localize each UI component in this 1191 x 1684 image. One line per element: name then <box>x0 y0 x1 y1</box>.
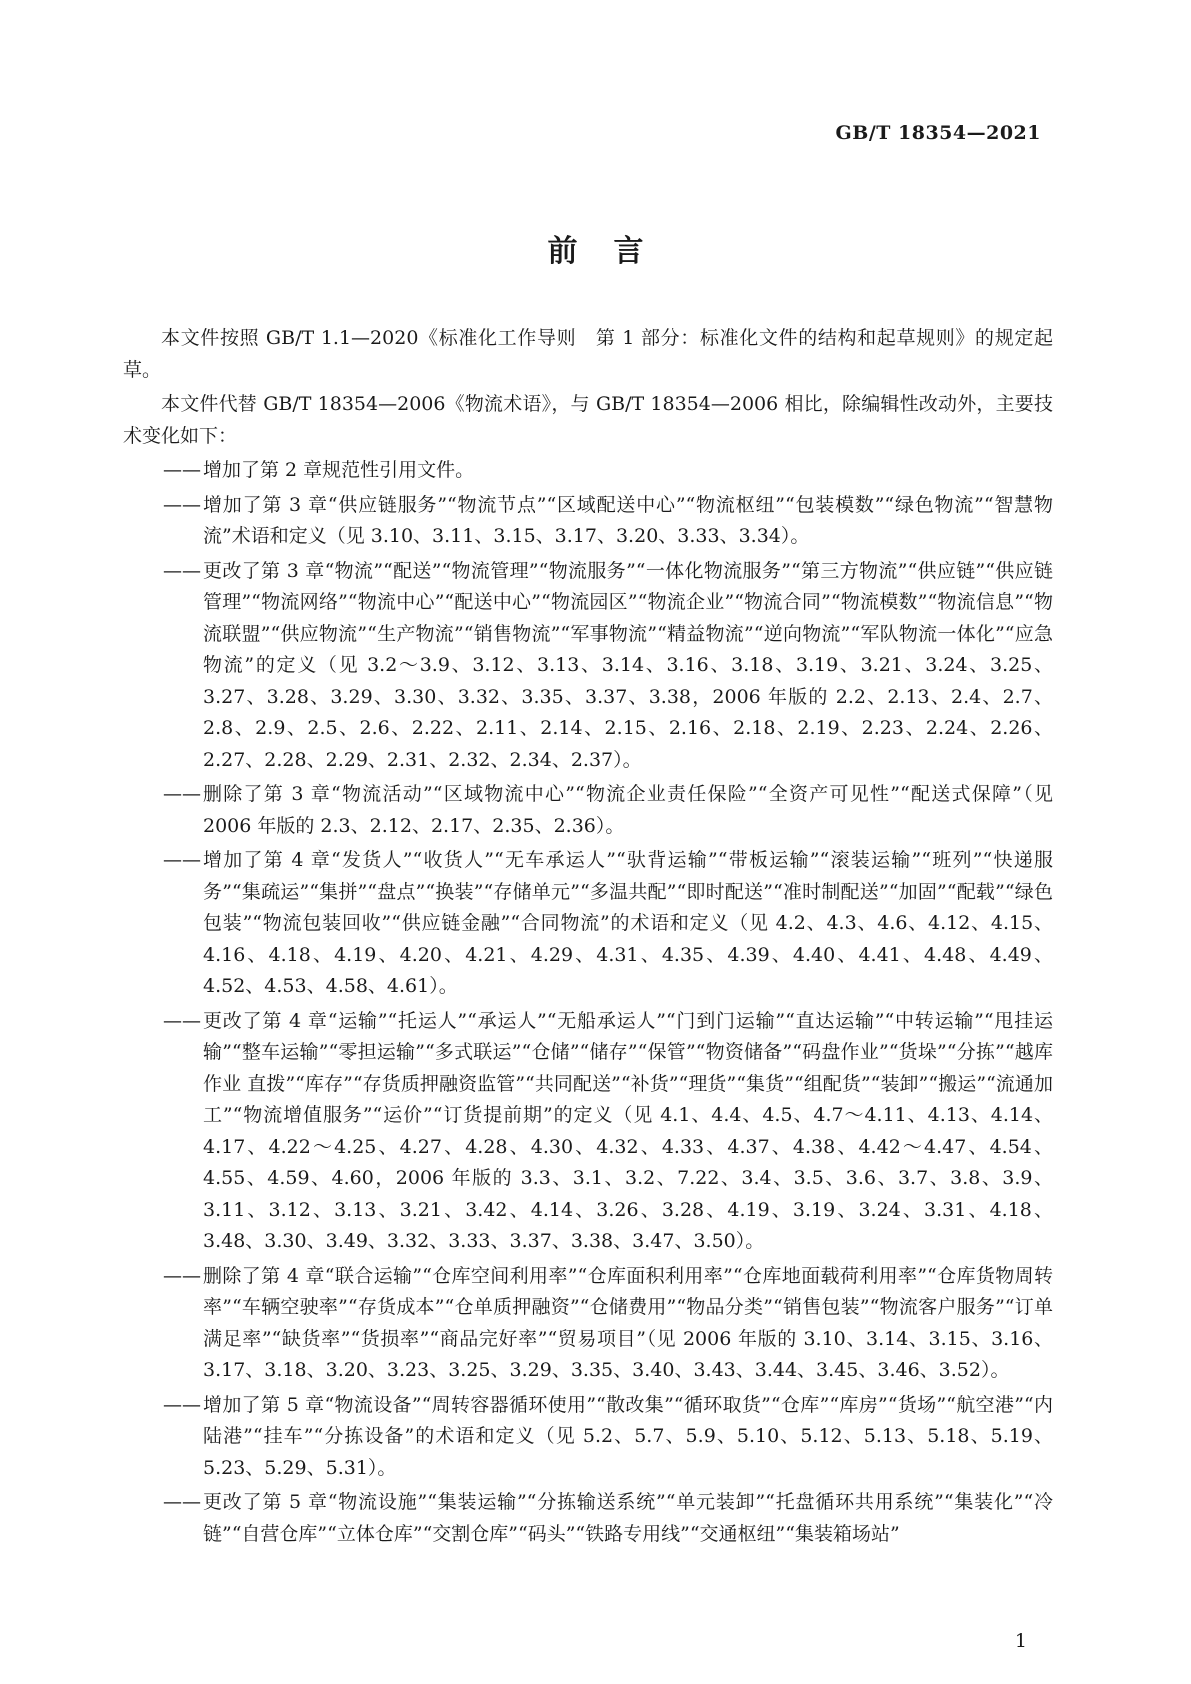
change-item-text: 增加了第 4 章“发货人”“收货人”“无车承运人”“驮背运输”“带板运输”“滚装运输”“班列”“快递服务”“集疏运”“集拼”“盘点”“换装”“存储单元”“多温共配”“即时配送”“准时制配送”“加固”“配载”“绿色包装”“物流包装回收”“供应链金融”“合同物流”的术语和定义（见 4.2、4.3、4.6、4.12、4.15、4.16、4.18、4.19、4.20、4.21、4.29、4.31、4.35、4.39、4.40、4.41、4.48、4.49、4.52、4.53、4.58、4.61）。 <box>203 849 1053 997</box>
dash-marker: —— <box>163 1009 201 1032</box>
change-item <box>123 1390 1053 1485</box>
dash-marker: —— <box>163 493 201 516</box>
page-number: 1 <box>1014 1630 1027 1652</box>
dash-marker: —— <box>163 1491 201 1513</box>
change-item <box>123 1261 1053 1387</box>
change-item <box>123 779 1053 842</box>
dash-marker: —— <box>163 783 201 805</box>
dash-marker: —— <box>163 1393 201 1416</box>
change-item-text: 更改了第 4 章“运输”“托运人”“承运人”“无船承运人”“门到门运输”“直达运输”“中转运输”“甩挂运输”“整车运输”“零担运输”“多式联运”“仓储”“储存”“保管”“物资储备”“码盘作业”“货垛”“分拣”“越库作业 直拨”“库存”“存货质押融资监管”“共同配送”“补货”“理货”“集货”“组配货”“装卸”“搬运”“流通加工”“物流增值服务”“运价”“订货提前期”的定义（见 4.1、4.4、4.5、4.7～4.11、4.13、4.14、4.17、4.22～4.25、4.27、4.28、4.30、4.32、4.33、4.37、4.38、4.42～4.47、4.54、4.55、4.59、4.60，2006 年版的 3.3、3.1、3.2、7.22、3.4、3.5、3.6、3.7、3.8、3.9、3.11、3.12、3.13、3.21、3.42、4.14、3.26、3.28、4.19、3.19、3.24、3.31、4.18、3.48、3.30、3.49、3.32、3.33、3.37、3.38、3.47、3.50）。 <box>203 1009 1053 1252</box>
dash-marker: —— <box>163 849 201 871</box>
page-title: 前言 <box>547 234 680 269</box>
paragraph-drafting-basis: 本文件按照 GB/T 1.1—2020《标准化工作导则 第 1 部分：标准化文件的结构和起草规则》的规定起草。 <box>123 327 1053 381</box>
standard-code: GB/T 18354—2021 <box>835 122 1041 144</box>
document-body <box>123 323 1053 1553</box>
change-item <box>123 556 1053 777</box>
change-item-text: 增加了第 5 章“物流设备”“周转容器循环使用”“散改集”“循环取货”“仓库”“库房”“货场”“航空港”“内陆港”“挂车”“分拣设备”的术语和定义（见 5.2、5.7、5.9、5.10、5.12、5.13、5.18、5.19、5.23、5.29、5.31）。 <box>203 1393 1053 1479</box>
change-item <box>123 845 1053 1003</box>
change-item <box>123 1487 1053 1550</box>
change-item <box>123 1006 1053 1258</box>
dash-marker: —— <box>163 559 201 582</box>
change-item-text: 删除了第 3 章“物流活动”“区域物流中心”“物流企业责任保险”“全资产可见性”“配送式保障”（见 2006 年版的 2.3、2.12、2.17、2.35、2.36）。 <box>203 783 1053 837</box>
dash-marker: —— <box>163 459 201 481</box>
change-item-text: 更改了第 5 章“物流设施”“集装运输”“分拣输送系统”“单元装卸”“托盘循环共用系统”“集装化”“冷链”“自营仓库”“立体仓库”“交割仓库”“码头”“铁路专用线”“交通枢纽”“集装箱场站” <box>203 1491 1053 1545</box>
change-item <box>123 455 1053 487</box>
change-item-text: 增加了第 2 章规范性引用文件。 <box>203 459 475 481</box>
change-item-text: 删除了第 4 章“联合运输”“仓库空间利用率”“仓库面积利用率”“仓库地面载荷利用率”“仓库货物周转率”“车辆空驶率”“存货成本”“仓单质押融资”“仓储费用”“物品分类”“销售包装”“物流客户服务”“订单满足率”“缺货率”“货损率”“商品完好率”“贸易项目”（见 2006 年版的 3.10、3.14、3.15、3.16、3.17、3.18、3.20、3.23、3.25、3.29、3.35、3.40、3.43、3.44、3.45、3.46、3.52）。 <box>203 1264 1053 1381</box>
dash-marker: —— <box>163 1264 201 1287</box>
change-item <box>123 490 1053 553</box>
change-item-text: 更改了第 3 章“物流”“配送”“物流管理”“物流服务”“一体化物流服务”“第三方物流”“供应链”“供应链管理”“物流网络”“物流中心”“配送中心”“物流园区”“物流企业”“物流合同”“物流模数”“物流信息”“物流联盟”“供应物流”“生产物流”“销售物流”“军事物流”“精益物流”“逆向物流”“军队物流一体化”“应急物流”的定义（见 3.2～3.9、3.12、3.13、3.14、3.16、3.18、3.19、3.21、3.24、3.25、3.27、3.28、3.29、3.30、3.32、3.35、3.37、3.38，2006 年版的 2.2、2.13、2.4、2.7、2.8、2.9、2.5、2.6、2.22、2.11、2.14、2.15、2.16、2.18、2.19、2.23、2.24、2.26、2.27、2.28、2.29、2.31、2.32、2.34、2.37）。 <box>203 559 1053 771</box>
change-item-text: 增加了第 3 章“供应链服务”“物流节点”“区域配送中心”“物流枢纽”“包装模数”“绿色物流”“智慧物流”术语和定义（见 3.10、3.11、3.15、3.17、3.20、3.33、3.34）。 <box>203 493 1053 547</box>
paragraph-replacement-note: 本文件代替 GB/T 18354—2006《物流术语》，与 GB/T 18354—2006 相比，除编辑性改动外，主要技术变化如下： <box>123 393 1053 447</box>
